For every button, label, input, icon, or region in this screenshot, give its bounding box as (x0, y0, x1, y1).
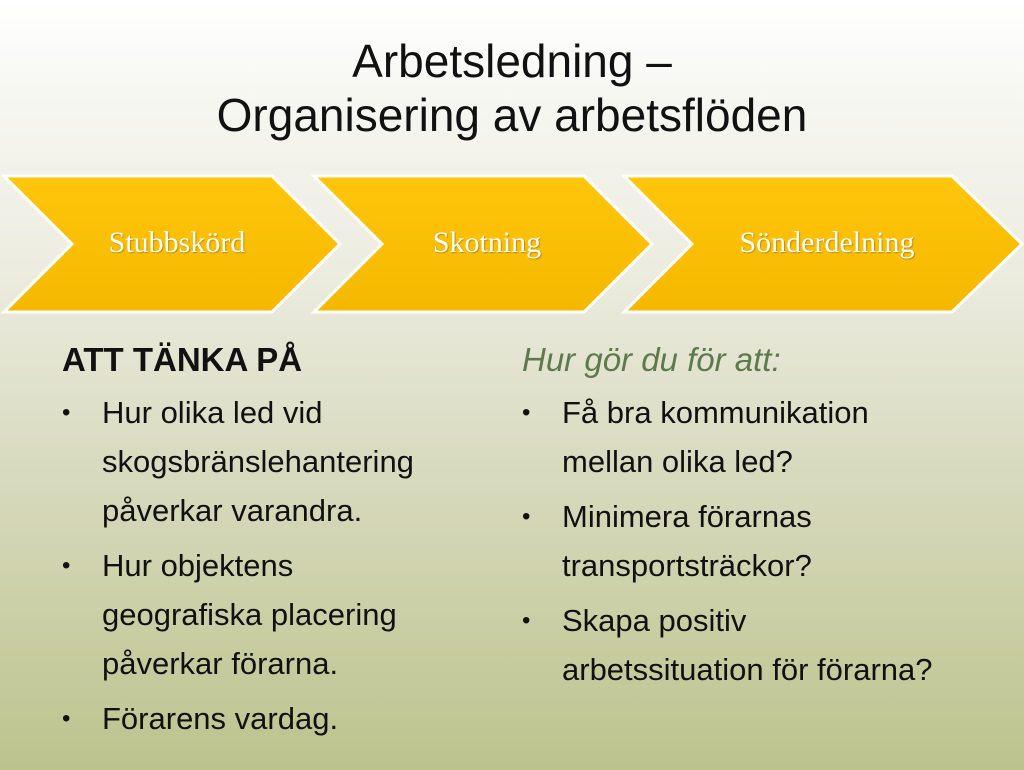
right-heading: Hur gör du för att: (522, 341, 781, 378)
left-bullet-list (62, 388, 502, 743)
list-item (62, 388, 502, 535)
list-item (522, 492, 1017, 590)
bullet-icon: • (62, 552, 71, 579)
list-item-text: mellan olika led? (562, 444, 793, 479)
right-column (522, 340, 1017, 700)
step-label-1: Stubbskörd (108, 226, 246, 259)
list-item-text: Skapa positiv (562, 603, 747, 638)
bullet-icon: • (522, 503, 531, 530)
bullet-icon: • (62, 705, 71, 732)
title-line-2: Organisering av arbetsflöden (216, 89, 808, 141)
list-item-text: påverkar varandra. (102, 493, 363, 528)
title-line-1: Arbetsledning – (352, 35, 672, 87)
list-item-text: arbetssituation för förarna? (562, 652, 933, 687)
left-heading: ATT TÄNKA PÅ (62, 341, 303, 378)
list-item (62, 694, 502, 743)
step-label-3: Sönderdelning (739, 226, 915, 259)
list-item-text: transportsträckor? (562, 548, 812, 583)
left-column (62, 340, 502, 749)
list-item-text: Förarens vardag. (102, 701, 339, 736)
list-item (522, 388, 1017, 486)
list-item-text: skogsbränslehantering (102, 444, 414, 479)
bullet-icon: • (522, 399, 531, 426)
list-item (62, 541, 502, 688)
list-item-text: geografiska placering (102, 597, 397, 632)
list-item-text: Hur objektens (102, 548, 294, 583)
slide-title (0, 34, 1024, 142)
list-item-text: Hur olika led vid (102, 395, 323, 430)
bullet-icon: • (62, 399, 71, 426)
list-item (522, 596, 1017, 694)
bullet-icon: • (522, 607, 531, 634)
right-bullet-list (522, 388, 1017, 694)
list-item-text: påverkar förarna. (102, 646, 339, 681)
step-label-2: Skotning (432, 226, 542, 259)
list-item-text: Få bra kommunikation (562, 395, 869, 430)
list-item-text: Minimera förarnas (562, 499, 812, 534)
